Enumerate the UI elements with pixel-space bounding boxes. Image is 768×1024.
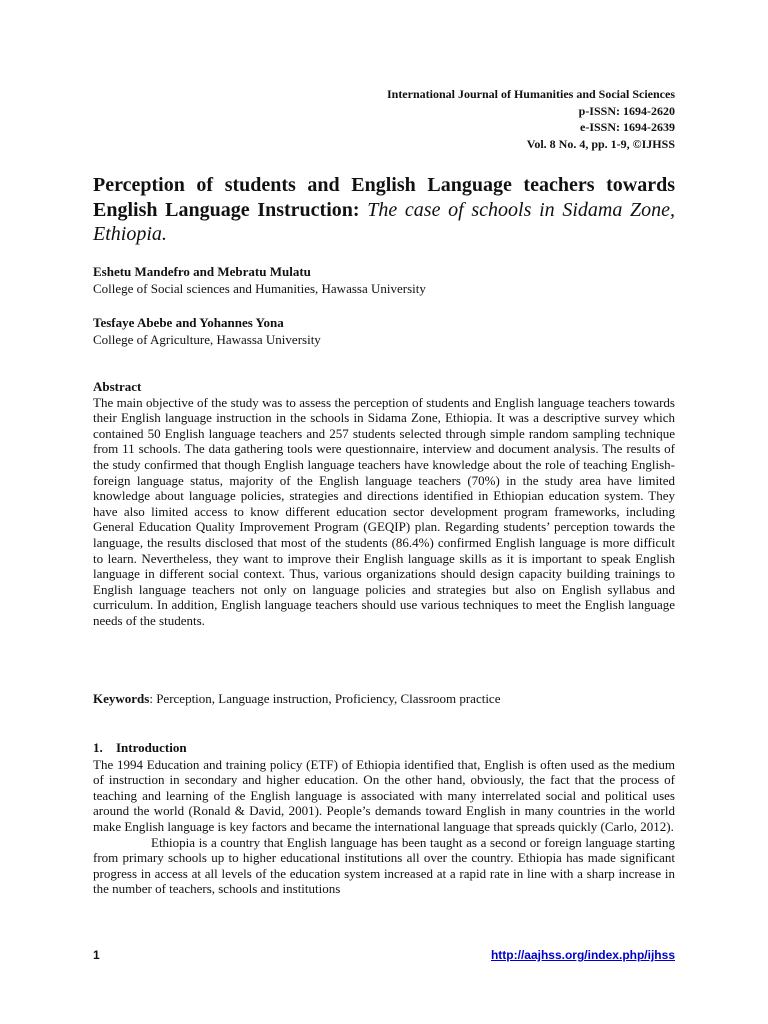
paper-title [93,173,675,247]
journal-url-link[interactable]: http://aajhss.org/index.php/ijhss [490,948,675,962]
title-subtitle: The case of schools in Sidama Zone, Ethiopia. [93,198,675,245]
section-number: 1. [93,740,103,755]
keywords-label: Keywords [93,691,150,706]
author-group-1 [93,263,675,297]
page-number: 1 [93,948,100,962]
journal-header [255,86,675,152]
author-names: Eshetu Mandefro and Mebratu Mulatu [93,264,311,279]
author-group-2 [93,314,675,348]
author-names: Tesfaye Abebe and Yohannes Yona [93,315,284,330]
keywords-text: : Perception, Language instruction, Proficiency, Classroom practice [149,691,501,706]
author-affiliation: College of Social sciences and Humanities, Hawassa University [93,281,426,296]
paper-page [93,0,675,1024]
keywords-line [93,691,675,707]
intro-paragraph-2: Ethiopia is a country that English language has been taught as a second or foreign language starting from primary schools up to higher educational institutions all over the country. Ethiopia has made significant progress in access at all levels of the education system increased at a rapid rate in line with a sharp increase in the number of teachers, schools and institutions [93,834,675,897]
introduction-heading [93,740,675,756]
author-affiliation: College of Agriculture, Hawassa University [93,332,321,347]
section-title: Introduction [116,740,187,755]
volume-info: Vol. 8 No. 4, pp. 1-9, ©IJHSS [526,136,675,151]
title-main: Perception of students and English Language teachers towards English Language Instruction: [93,174,675,221]
intro-paragraph-1: The 1994 Education and training policy (ETF) of Ethiopia identified that, English is often used as the medium of instruction in secondary and higher education. On the other hand, obviously, the fact that the process of teaching and learning of the English language is associated with many interrelated social and political uses around the world (Ronald & David, 2001). People’s demands toward English in many countries in the world make English language is key factors and became the international language that spreads quickly (Carlo, 2012). [93,756,675,834]
abstract-text: The main objective of the study was to assess the perception of students and English language teachers towards their English language instruction in the schools in Sidama Zone, Ethiopia. It was a descriptive survey which contained 50 English language teachers and 257 students selected through simple random sampling technique from 11 schools. The data gathering tools were questionnaire, interview and document analysis. The results of the study confirmed that though English language teachers have knowledge about the role of teaching English-foreign language status, majority of the English language teachers (70%) in the study area have limited knowledge about language policies, strategies and directions identified in Ethiopian education system. They have also limited access to know different education sector development program frameworks, including General Education Quality Improvement Program (GEQIP) plan. Regarding students’ perception towards the language, the results disclosed that most of the students (86.4%) confirmed English language is more difficult to learn. Nevertheless, they want to improve their English language skills as it is important to speak English language in different social context. Thus, various organizations should design capacity building trainings to English language teachers not only on language policies and strategies but also on English syllabus and curriculum. In addition, English language teachers should use various techniques to meet the English language needs of the students. [93,394,675,628]
introduction-section [93,740,675,897]
electronic-issn: e-ISSN: 1694-2639 [580,120,675,134]
abstract-section [93,379,675,629]
print-issn: p-ISSN: 1694-2620 [578,103,675,118]
journal-name: International Journal of Humanities and Social Sciences [386,87,675,101]
abstract-heading: Abstract [93,379,142,394]
page-footer [93,948,675,966]
